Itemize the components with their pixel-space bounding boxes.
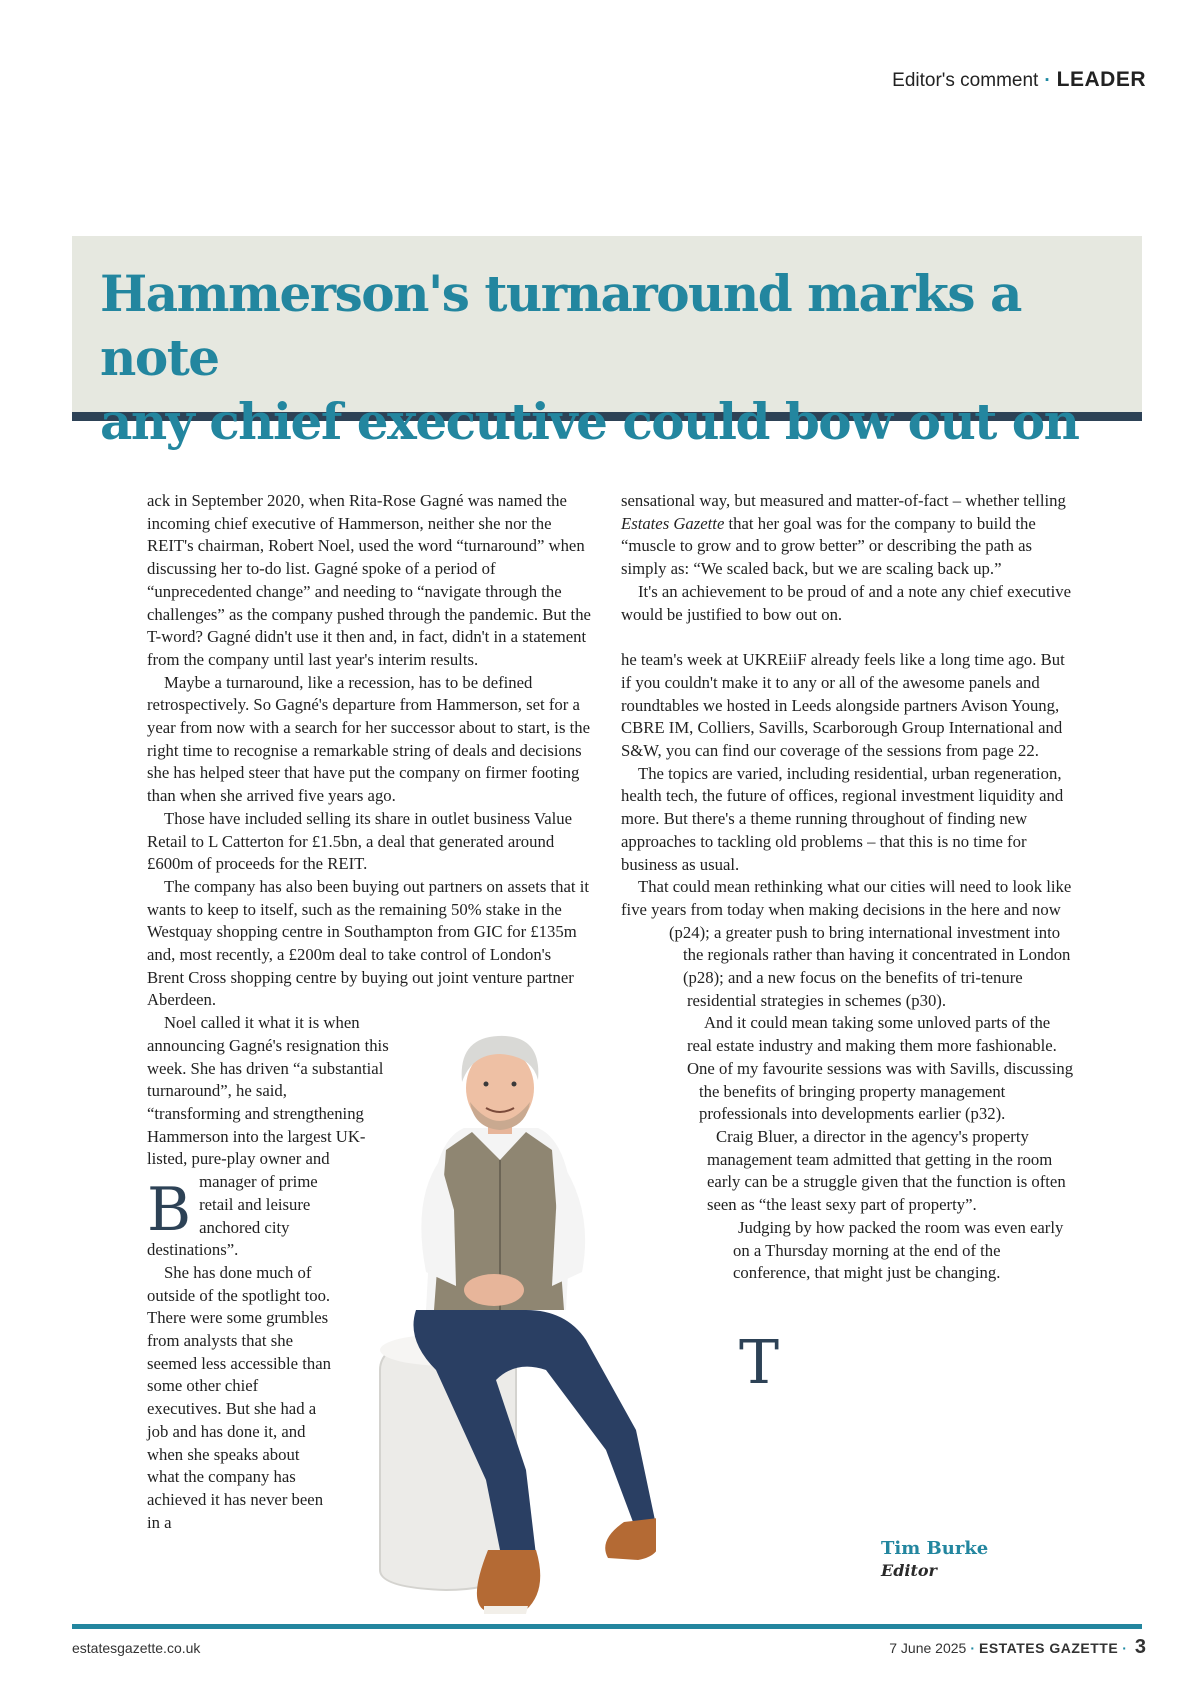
footer-date: 7 June 2025 xyxy=(889,1640,967,1656)
footer-publication: ESTATES GAZETTE xyxy=(978,1640,1119,1656)
article-paragraph: It's an achievement to be proud of and a note any chief executive would be justified to bow out on. xyxy=(621,581,1071,624)
article-column-2 xyxy=(621,490,1076,1420)
footer-info xyxy=(889,1636,1146,1659)
publication-name: Estates Gazette xyxy=(621,513,725,533)
byline xyxy=(881,1538,988,1580)
author-name: Tim Burke xyxy=(881,1538,989,1559)
drop-cap: T xyxy=(739,1328,780,1398)
headline-line-1: Hammerson's turnaround marks a note xyxy=(100,264,1021,387)
footer-url: estatesgazette.co.uk xyxy=(72,1640,201,1656)
author-role: Editor xyxy=(881,1561,937,1580)
article-paragraph: The company has also been buying out partners on assets that it wants to keep to itself, such as the remaining 50% stake in the Westquay shopping centre in Southampton from GIC for £135m and, most recently, a £200m deal to take control of London's Brent Cross shopping centre by buying out joint venture partner Aberdeen. xyxy=(147,876,589,1010)
article-paragraph: The topics are varied, including residential, urban regeneration, health tech, the future of offices, regional investment liquidity and more. But there's a theme running throughout of finding new approaches to tackling old problems – that this is no time for business as usual. xyxy=(621,763,1064,874)
article-paragraph: sensational way, but measured and matter-of-fact – whether telling Estates Gazette that her goal was for the company to build the “muscle to grow and to grow better” or describing the path as simply as: “We scaled back, but we are scaling back up.” xyxy=(621,491,1066,579)
drop-cap: B xyxy=(147,1175,192,1245)
header-section: LEADER xyxy=(1056,68,1146,91)
headline xyxy=(100,262,1100,454)
footer-separator: · xyxy=(1122,1640,1127,1656)
footer-rule xyxy=(72,1624,1142,1629)
header-separator: · xyxy=(1044,70,1051,91)
article-paragraph: She has done much of outside of the spotlight too. There were some grumbles from analysts that she seemed less accessible than some other chief executives. But she had a job and has done it, and when she speaks about what the company has achieved it has never been in a xyxy=(147,1262,331,1532)
headline-line-2: any chief executive could bow out on xyxy=(100,392,1079,451)
article-paragraph: That could mean rethinking what our cities will need to look like five years from today when making decisions in the here and now (p24); a greater push to bring international investment into the regionals rather than having it concentrated in London (p28); and a new focus on the benefits of tri-tenure residential strategies in schemes (p30). xyxy=(621,877,1072,1010)
article-paragraph: Maybe a turnaround, like a recession, has to be defined retrospectively. So Gagné's departure from Hammerson, set for a year from now with a search for her successor about to start, is the right time to recognise a remarkable string of deals and decisions she has helped steer that have put the company on firmer footing than when she arrived five years ago. xyxy=(147,672,591,806)
page-header xyxy=(892,68,1146,92)
article-paragraph: Those have included selling its share in outlet business Value Retail to L Catterton for £1.5bn, a deal that generated around £600m of proceeds for the REIT. xyxy=(147,808,572,874)
footer-separator: · xyxy=(970,1640,975,1656)
article-paragraph: Craig Bluer, a director in the agency's property management team admitted that getting in the room early can be a struggle given that the function is often seen as “the least sexy part of property”. xyxy=(707,1126,1066,1215)
page-number: 3 xyxy=(1134,1636,1146,1658)
editor-photo xyxy=(376,1010,656,1660)
header-comment: Editor's comment xyxy=(892,70,1039,91)
article-paragraph: And it could mean taking some unloved parts of the real estate industry and making them more fashionable. One of my favourite sessions was with Savills, discussing the benefits of bringing property management professionals into developments earlier (p32). xyxy=(687,1013,1074,1124)
article-paragraph: B ack in September 2020, when Rita-Rose Gagné was named the incoming chief executive of Hammerson, neither she nor the REIT's chairman, Robert Noel, used the word “turnaround” when discussing her to-do list. Gagné spoke of a period of “unprecedented change” and needing to “navigate through the challenges” as the company pushed through the pandemic. But the T-word? Gagné didn't use it then and, in fact, didn't in a statement from the company until last year's interim results. xyxy=(147,491,591,1245)
article-paragraph: T he team's week at UKREiiF already feels like a long time ago. But if you couldn't make it to any or all of the awesome panels and roundtables we hosted in Leeds alongside partners Avison Young, CBRE IM, Colliers, Savills, Scarborough Group International and S&W, you can find our coverage of the sessions from page 22. xyxy=(621,650,1065,1398)
article-paragraph: Judging by how packed the room was even early on a Thursday morning at the end of the conference, that might just be changing. xyxy=(733,1217,1064,1283)
article-paragraph: Noel called it what it is when announcing Gagné's resignation this week. She has driven “a substantial turnaround”, he said, “transforming and strengthening Hammerson into the largest UK-listed, pure-play owner and manager of prime retail and leisure anchored city destinations”. xyxy=(147,1013,389,1260)
headline-panel xyxy=(72,236,1142,451)
